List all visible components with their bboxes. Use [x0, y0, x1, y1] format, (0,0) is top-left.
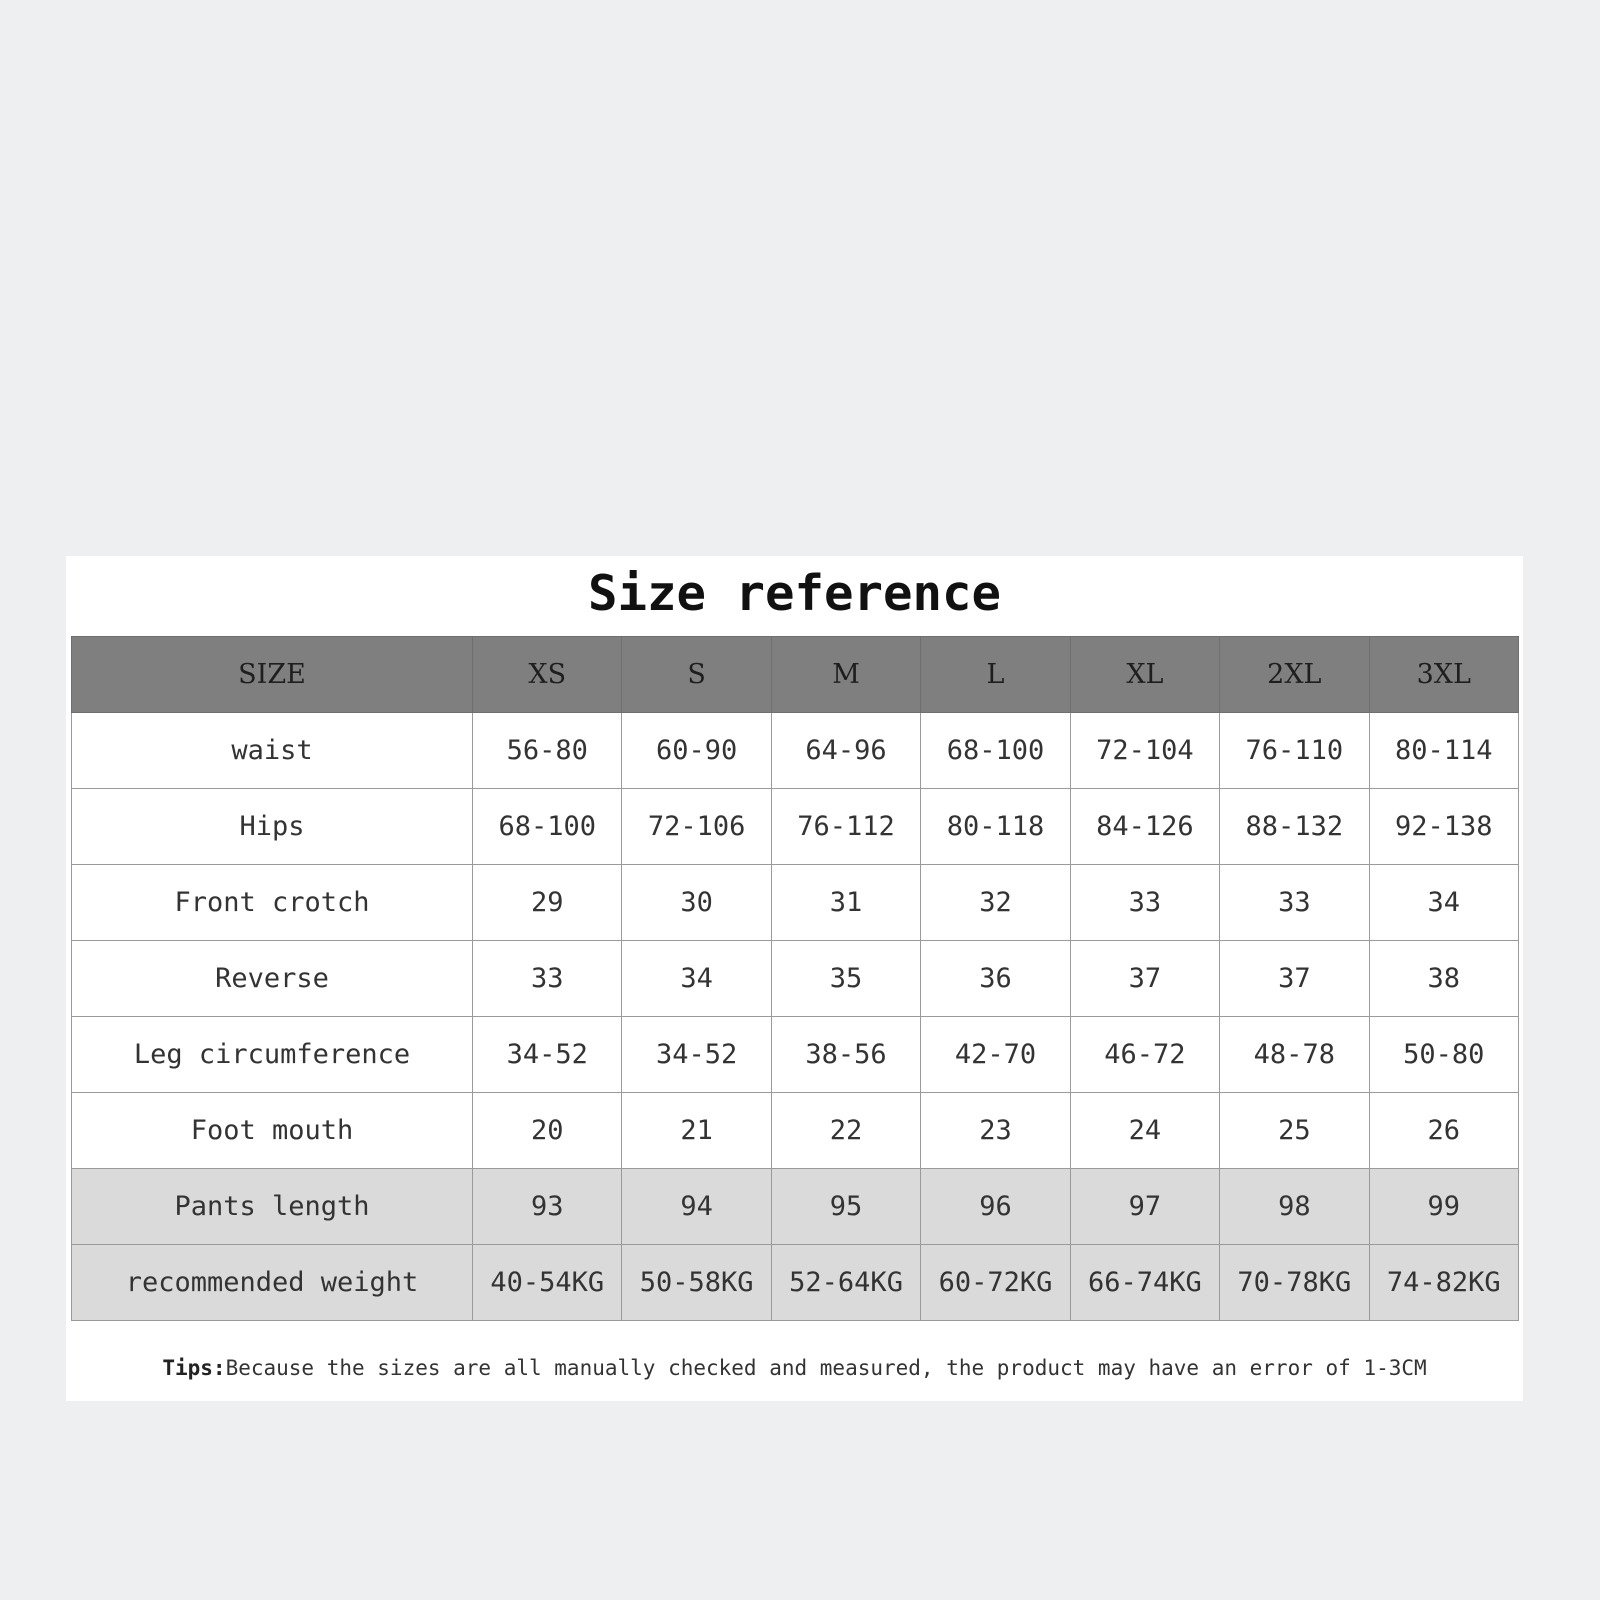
header-cell-s: S: [622, 637, 771, 713]
row-label: recommended weight: [72, 1245, 473, 1321]
table-cell: 30: [622, 865, 771, 941]
table-row: [72, 1169, 1519, 1245]
header-cell-2xl: 2XL: [1220, 637, 1369, 713]
table-cell: 52-64KG: [771, 1245, 920, 1321]
table-cell: 33: [1070, 865, 1219, 941]
header-cell-3xl: 3XL: [1369, 637, 1518, 713]
header-cell-xs: XS: [473, 637, 622, 713]
table-cell: 23: [921, 1093, 1070, 1169]
table-cell: 22: [771, 1093, 920, 1169]
table-cell: 50-58KG: [622, 1245, 771, 1321]
table-cell: 95: [771, 1169, 920, 1245]
table-cell: 76-110: [1220, 713, 1369, 789]
table-cell: 66-74KG: [1070, 1245, 1219, 1321]
row-label: Reverse: [72, 941, 473, 1017]
table-cell: 74-82KG: [1369, 1245, 1518, 1321]
tips-note: [66, 1356, 1523, 1380]
table-cell: 68-100: [921, 713, 1070, 789]
header-cell-size: SIZE: [72, 637, 473, 713]
table-cell: 98: [1220, 1169, 1369, 1245]
table-cell: 37: [1070, 941, 1219, 1017]
table-row: [72, 1093, 1519, 1169]
size-table: [71, 636, 1519, 1321]
tips-label: Tips:: [162, 1356, 226, 1380]
table-cell: 60-72KG: [921, 1245, 1070, 1321]
table-row: [72, 865, 1519, 941]
table-cell: 42-70: [921, 1017, 1070, 1093]
header-cell-xl: XL: [1070, 637, 1219, 713]
table-cell: 72-104: [1070, 713, 1219, 789]
page-title: Size reference: [587, 565, 1001, 622]
table-cell: 92-138: [1369, 789, 1518, 865]
table-cell: 38-56: [771, 1017, 920, 1093]
row-label: Front crotch: [72, 865, 473, 941]
table-cell: 33: [1220, 865, 1369, 941]
table-cell: 97: [1070, 1169, 1219, 1245]
table-cell: 72-106: [622, 789, 771, 865]
row-label: Foot mouth: [72, 1093, 473, 1169]
table-cell: 80-114: [1369, 713, 1518, 789]
table-cell: 32: [921, 865, 1070, 941]
table-header-row: [72, 637, 1519, 713]
row-label: Leg circumference: [72, 1017, 473, 1093]
table-cell: 93: [473, 1169, 622, 1245]
table-cell: 33: [473, 941, 622, 1017]
header-cell-m: M: [771, 637, 920, 713]
table-cell: 34: [622, 941, 771, 1017]
table-cell: 88-132: [1220, 789, 1369, 865]
table-row: [72, 789, 1519, 865]
table-cell: 96: [921, 1169, 1070, 1245]
table-cell: 99: [1369, 1169, 1518, 1245]
table-row: [72, 713, 1519, 789]
table-cell: 36: [921, 941, 1070, 1017]
table-cell: 35: [771, 941, 920, 1017]
table-cell: 68-100: [473, 789, 622, 865]
row-label: Hips: [72, 789, 473, 865]
table-cell: 56-80: [473, 713, 622, 789]
table-cell: 37: [1220, 941, 1369, 1017]
table-cell: 26: [1369, 1093, 1518, 1169]
table-cell: 46-72: [1070, 1017, 1219, 1093]
table-cell: 64-96: [771, 713, 920, 789]
table-cell: 80-118: [921, 789, 1070, 865]
header-cell-l: L: [921, 637, 1070, 713]
table-cell: 34-52: [622, 1017, 771, 1093]
table-cell: 24: [1070, 1093, 1219, 1169]
table-cell: 48-78: [1220, 1017, 1369, 1093]
table-cell: 60-90: [622, 713, 771, 789]
row-label: Pants length: [72, 1169, 473, 1245]
table-cell: 34: [1369, 865, 1518, 941]
table-cell: 29: [473, 865, 622, 941]
table-cell: 70-78KG: [1220, 1245, 1369, 1321]
tips-text: Because the sizes are all manually checked and measured, the product may have an error of 1-3CM: [225, 1356, 1427, 1380]
table-cell: 21: [622, 1093, 771, 1169]
table-cell: 94: [622, 1169, 771, 1245]
table-cell: 40-54KG: [473, 1245, 622, 1321]
table-cell: 25: [1220, 1093, 1369, 1169]
table-cell: 50-80: [1369, 1017, 1518, 1093]
table-row: [72, 1245, 1519, 1321]
table-row: [72, 941, 1519, 1017]
table-cell: 84-126: [1070, 789, 1219, 865]
table-cell: 31: [771, 865, 920, 941]
table-cell: 20: [473, 1093, 622, 1169]
size-reference-card: [66, 556, 1523, 1401]
table-cell: 34-52: [473, 1017, 622, 1093]
table-cell: 76-112: [771, 789, 920, 865]
table-cell: 38: [1369, 941, 1518, 1017]
table-row: [72, 1017, 1519, 1093]
row-label: waist: [72, 713, 473, 789]
